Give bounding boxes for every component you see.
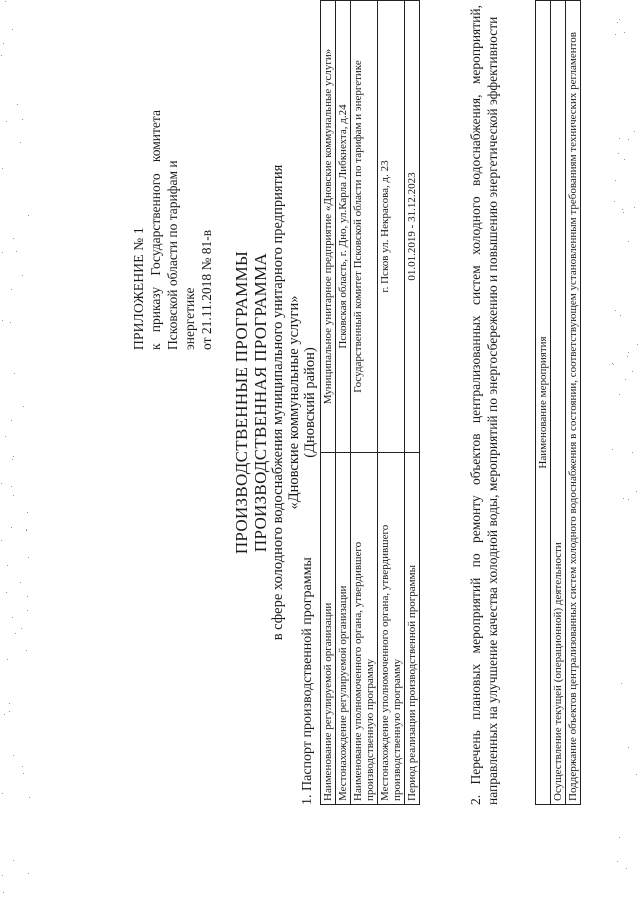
title-programs: ПРОИЗВОДСТВЕННЫЕ ПРОГРАММЫ <box>232 250 251 555</box>
annex-order-line: к приказу Государственного комитета <box>148 110 163 350</box>
table-header-row <box>536 1 551 805</box>
table-row: Местонахождение уполномоченного органа, утвердившего производственную программу г. Псков ул. Некрасова, д. 23 <box>378 1 405 805</box>
table-row: Наименование уполномоченного органа, утвердившего производственную программу Государственный комитет Псковской области по тарифам и энергетике <box>351 1 378 805</box>
column-header: Наименование мероприятия <box>536 1 551 805</box>
section1-heading: 1. Паспорт производственной программы <box>300 557 315 805</box>
annex-number: ПРИЛОЖЕНИЕ № 1 <box>131 227 146 350</box>
title-district: (Дновский район) <box>302 347 318 458</box>
table-row: Период реализации производственной программы 01.01.2019 - 31.12.2023 <box>405 1 420 805</box>
passport-table <box>320 0 420 805</box>
annex-committee: Псковской области по тарифам и энергетике <box>165 160 197 350</box>
annex-date: от 21.11.2018 № 81-в <box>199 229 214 350</box>
table-row: Осуществление текущей (операционной) деятельности <box>551 1 566 805</box>
table-row: Местонахождение регулируемой организации Псковская область, г. Дно, ул.Карла Либкнехта, д.24 <box>336 1 351 805</box>
title-program: ПРОИЗВОДСТВЕННАЯ ПРОГРАММА <box>251 252 270 553</box>
measures-table <box>535 0 581 805</box>
section2-heading: 2. Перечень плановых мероприятий по ремонту объектов централизованных систем холодного водоснабжения, мероприятий, направленных на улучшение качества холодной воды, мероприятий по энергосбережению и повышению энергетической эффективности <box>468 5 500 805</box>
annex-block <box>130 110 215 350</box>
table-row: Поддержание объектов централизованных систем холодного водоснабжения в состоянии, соответствующем установленным требованиям технических регламентов <box>566 1 581 805</box>
title-scope: в сфере холодного водоснабжения муниципального унитарного предприятия «Дновские коммунальные услуги» <box>270 164 302 641</box>
table-row: Наименование регулируемой организации Муниципальное унитарное предприятие «Дновские коммунальные услуги» <box>321 1 336 805</box>
